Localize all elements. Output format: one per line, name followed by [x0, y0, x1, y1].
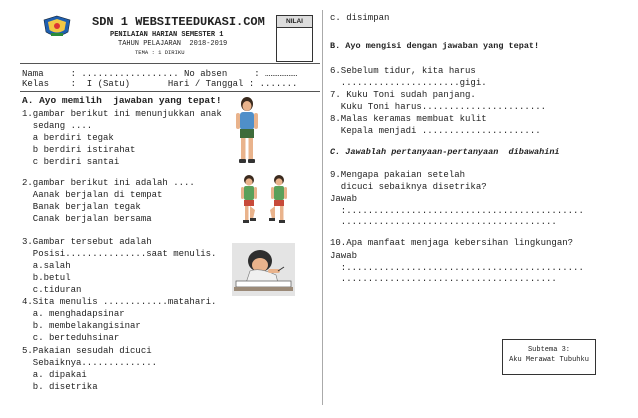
marching-children-illustration: [235, 174, 295, 226]
section-c-title: C. Jawablah pertanyaan-pertanyaan dibawahini: [330, 147, 560, 157]
subtema-number: Subtema 3:: [527, 346, 570, 354]
q1-line-2: sedang ....: [22, 121, 93, 131]
q3-option-a: a.salah: [22, 261, 71, 271]
q10-answer-label: Jawab: [330, 251, 358, 261]
q5-option-b: b. disetrika: [22, 382, 98, 392]
q5-option-a: a. dipakai: [22, 370, 87, 380]
q9-line-2: dicuci sebaiknya disetrika?: [330, 182, 487, 192]
q3-line-2: Posisi...............saat menulis.: [22, 249, 217, 259]
q5-line-2: Sebaiknya..............: [22, 358, 158, 368]
q1-option-b: b berdiri istirahat: [22, 145, 136, 155]
q3-line-1: 3.Gambar tersebut adalah: [22, 237, 152, 247]
q3-option-c: c.tiduran: [22, 285, 82, 295]
q4-option-b: b. membelakangisinar: [22, 321, 141, 331]
child-writing-illustration: [232, 243, 295, 296]
q8-line-1: 8.Malas keramas membuat kulit: [330, 114, 487, 124]
subtema-box: [502, 339, 596, 375]
q10-answer-line-2: ........................................: [330, 274, 557, 284]
q2-option-a: Aanak berjalan di tempat: [22, 190, 163, 200]
section-a-title: A. Ayo memilih jawaban yang tepat!: [22, 95, 222, 106]
school-name: SDN 1 WEBSITEEDUKASI.COM: [92, 15, 265, 29]
school-year: TAHUN PELAJARAN 2018-2019: [118, 40, 228, 48]
q2-option-b: Banak berjalan tegak: [22, 202, 141, 212]
q1-line-1: 1.gambar berikut ini menunjukkan anak: [22, 109, 222, 119]
column-divider: [322, 10, 323, 405]
q9-line-1: 9.Mengapa pakaian setelah: [330, 170, 466, 180]
identity-line-2: Kelas : I (Satu) Hari / Tanggal : .......: [22, 79, 298, 89]
q7-line-2: Kuku Toni harus.......................: [330, 102, 547, 112]
q2-option-c: Canak berjalan bersama: [22, 214, 152, 224]
q5-option-c: c. disimpan: [330, 13, 390, 23]
q9-answer-label: Jawab: [330, 194, 358, 204]
q8-line-2: Kepala menjadi ......................: [330, 126, 541, 136]
q1-option-c: c berdiri santai: [22, 157, 120, 167]
q3-option-b: b.betul: [22, 273, 71, 283]
score-box: [276, 15, 313, 62]
q1-option-a: a berdiri tegak: [22, 133, 114, 143]
q9-answer-line-2: ........................................: [330, 217, 557, 227]
school-logo-icon: [42, 15, 72, 39]
q6-line-1: 6.Sebelum tidur, kita harus: [330, 66, 476, 76]
q7-line-1: 7. Kuku Toni sudah panjang.: [330, 90, 476, 100]
q4-option-a: a. menghadapsinar: [22, 309, 125, 319]
exam-name: PENILAIAN HARIAN SEMESTER 1: [110, 31, 224, 39]
subtema-title: Aku Merawat Tubuhku: [509, 356, 589, 364]
q4-option-c: c. berteduhsinar: [22, 333, 120, 343]
q5-line-1: 5.Pakaian sesudah dicuci: [22, 346, 152, 356]
standing-child-illustration: [227, 95, 267, 167]
q9-answer-line-1: :............................................: [330, 206, 584, 216]
q4-line-1: 4.Sita menulis ............matahari.: [22, 297, 217, 307]
header-divider: [20, 63, 320, 64]
q2-line-1: 2.gambar berikut ini adalah ....: [22, 178, 195, 188]
identity-line-1: Nama : .................. No absen : ………………: [22, 69, 298, 79]
identity-divider: [20, 91, 320, 92]
section-b-title: B. Ayo mengisi dengan jawaban yang tepat!: [330, 41, 540, 51]
theme-label: TEMA : 1 DIRIKU: [135, 49, 185, 56]
q10-answer-line-1: :............................................: [330, 263, 584, 273]
q6-line-2: ......................gigi.: [330, 78, 487, 88]
score-label: NILAI: [277, 16, 312, 28]
q10-line-1: 10.Apa manfaat menjaga kebersihan lingkungan?: [330, 238, 574, 248]
